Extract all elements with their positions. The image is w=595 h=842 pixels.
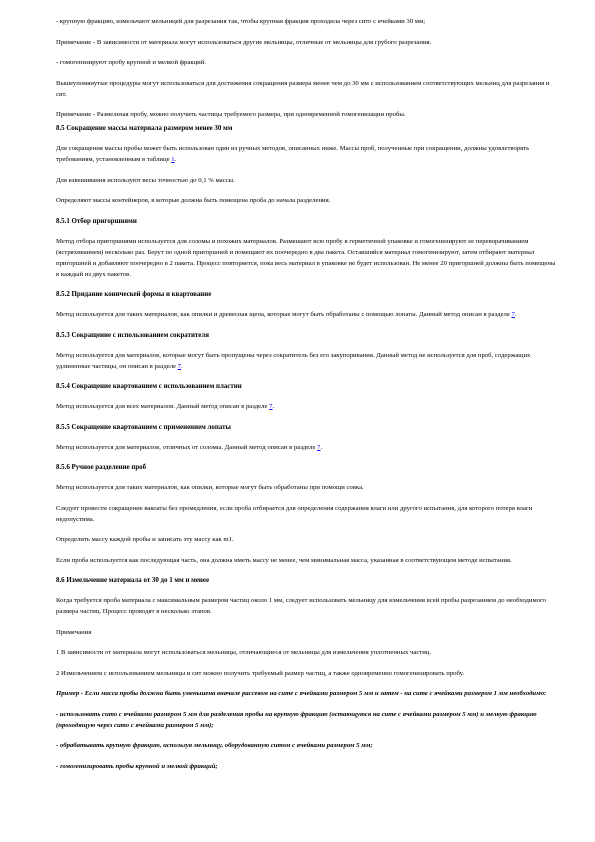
- example-list-item: - использовать сито с ячейками размером 5 мм для разделения пробы на крупную фракцию (остающуюся на сите с ячейками размером 5 мм) и мелкую фракцию (проходящую через сито с ячейками размером 5 мм);: [56, 710, 537, 729]
- section-heading-8-5-2: 8.5.2 Придание коническей формы и квартование: [56, 291, 212, 298]
- paragraph: [56, 442, 557, 453]
- section-heading-8-5-4: 8.5.4 Сокращение квартованием с использованием пластин: [56, 383, 242, 390]
- paragraph-text: .: [174, 156, 177, 163]
- section-heading-8-5-1: 8.5.1 Отбор пригоршнями: [56, 217, 137, 225]
- example-list-item: - обрабатывать крупную фракцию, используя мельницу, оборудованную ситом с ячейками размером 5 мм;: [56, 742, 373, 749]
- paragraph-text: Метод используется для материалов, отличных от соломы. Данный метод описан в разделе: [56, 443, 318, 451]
- paragraph-text: .: [320, 443, 323, 451]
- section-heading-8-5-3: 8.5.3 Сокращение с использованием сократителя: [56, 331, 209, 339]
- paragraph: Для взвешивания используют весы точностью до 0,1 % массы.: [56, 176, 235, 184]
- paragraph-text: .: [181, 362, 183, 370]
- section-7-link[interactable]: 7: [317, 443, 321, 451]
- paragraph: Вышеупомянутые процедуры могут использоваться для достижения сокращения размера менее чем до 30 мм с использованием соответствующих мельниц для разрезания и сит.: [56, 79, 550, 98]
- section-7-link[interactable]: 7: [177, 362, 182, 370]
- table-1-link[interactable]: 1: [171, 156, 175, 163]
- paragraph: Метод используется для таких материалов, как опилки, которые могут быть обработаны при помощи совка.: [56, 484, 364, 491]
- paragraph: Следует провести сокращение вакоаты без промедления, если проба отбирается для определения содержания влаги или другого испытания, для которого потеря влаги недопустима.: [56, 504, 533, 523]
- paragraph-text: .: [514, 311, 517, 318]
- paragraph: [56, 143, 557, 165]
- note-paragraph: Примечание - Размельчая пробу, можно получить частицы требуемого размера, при одновременной гомогенизации пробы.: [56, 111, 406, 118]
- example-paragraph: Пример - Если масса пробы должна быть уменьшена вначале рассевом на сите с ячейками размером 5 мм и затем - на сите с ячейками размером 1 мм необходимо:: [56, 690, 547, 697]
- section-heading-8-5: 8.5 Сокращение массы материала размером менее 30 мм: [56, 125, 233, 132]
- paragraph: [56, 350, 557, 372]
- list-item: - гомогенизируют пробу крупной и мелкой фракций.: [56, 59, 206, 66]
- note-paragraph: Примечание - В зависимости от материала могут использоваться другие мельницы, отличные от мельницы для грубого разрезания.: [56, 38, 432, 46]
- paragraph: Если проба используется как последующая часть, она должна иметь массу не менее, чем минимальная масса, указанная в соответствующем методе испытания.: [56, 556, 512, 564]
- paragraph: [56, 401, 557, 412]
- paragraph: Определить массу каждой пробы и записать эту массу как m1.: [56, 536, 234, 543]
- paragraph: Когда требуется проба материала с максимальным размером частиц около 1 мм, следует использовать мельницу для измельчения всей пробы разрезанием до необходимого размера частиц. Процесс проводят в несколько этапов.: [56, 597, 546, 615]
- notes-heading: Примечания: [56, 628, 92, 636]
- section-heading-8-6: 8.6 Измельчение материала от 30 до 1 мм и менее: [56, 577, 210, 584]
- section-7-link[interactable]: 7: [269, 403, 273, 410]
- list-item: - крупную фракцию, измельчают мельницей для разрезания так, чтобы крупная фракция проходила через сито с ячейками 30 мм;: [56, 18, 426, 25]
- paragraph-text: Метод используется для всех материалов. Данный метод описан в разделе: [56, 403, 270, 410]
- paragraph-text: .: [272, 403, 275, 410]
- paragraph: Метод отбора пригоршнями используется для соломы и похожих материалов. Размешают всю пробу в герметичной упаковке и гомогенизируют ее переворачиванием (встряхиванием) несколько раз. Берут по одной пригоршней и помещают их поочередно в два пакета. Оставшийся материал гомогенизируют, затем отбирают материал пригоршней и добавляют поочередно в 2 пакета. Процесс повторяется, пока весь материал в упаковке не будет использован. Не менее 20 пригоршней должны быть помещены в каждый из двух пакетов.: [56, 237, 556, 278]
- paragraph-text: Метод используется для таких материалов, как опилки и древесная щепа, которые могут быть обработаны с помощью лопаты. Данный метод описан в разделе: [56, 311, 512, 318]
- example-list-item: - гомогенизировать пробы крупной и мелкой фракций;: [56, 762, 218, 770]
- section-heading-8-5-6: 8.5.6 Ручное разделение проб: [56, 464, 147, 471]
- paragraph-text: Для сокращения массы пробы может быть использован один из ручных методов, описанных ниже. Массы проб, полученные при сокращении, должны удовлетворять требованиям, установленным в таблице: [56, 145, 530, 163]
- section-heading-8-5-5: 8.5.5 Сокращение квартованием с применением лопаты: [56, 423, 231, 431]
- section-7-link[interactable]: 7: [511, 311, 515, 318]
- paragraph: [56, 309, 557, 320]
- note-paragraph: 1 В зависимости от материала могут использоваться мельницы, отличающиеся от мельницы для измельчения уплотненных частиц.: [56, 649, 432, 656]
- paragraph-text: Метод используется для материалов, которые могут быть пропущены через сократитель без его закупоривания. Данный метод не используется для проб, содержащих удлиненные частицы, он описан в разделе: [56, 351, 531, 370]
- paragraph: Определяют массы контейнеров, в которые должна быть помещена проба до начала разделения.: [56, 197, 331, 204]
- note-paragraph: 2 Измельчением с использованием мельницы и сит можно получить требуемый размер частиц, а также одновременно гомогенизировать пробу.: [56, 669, 464, 677]
